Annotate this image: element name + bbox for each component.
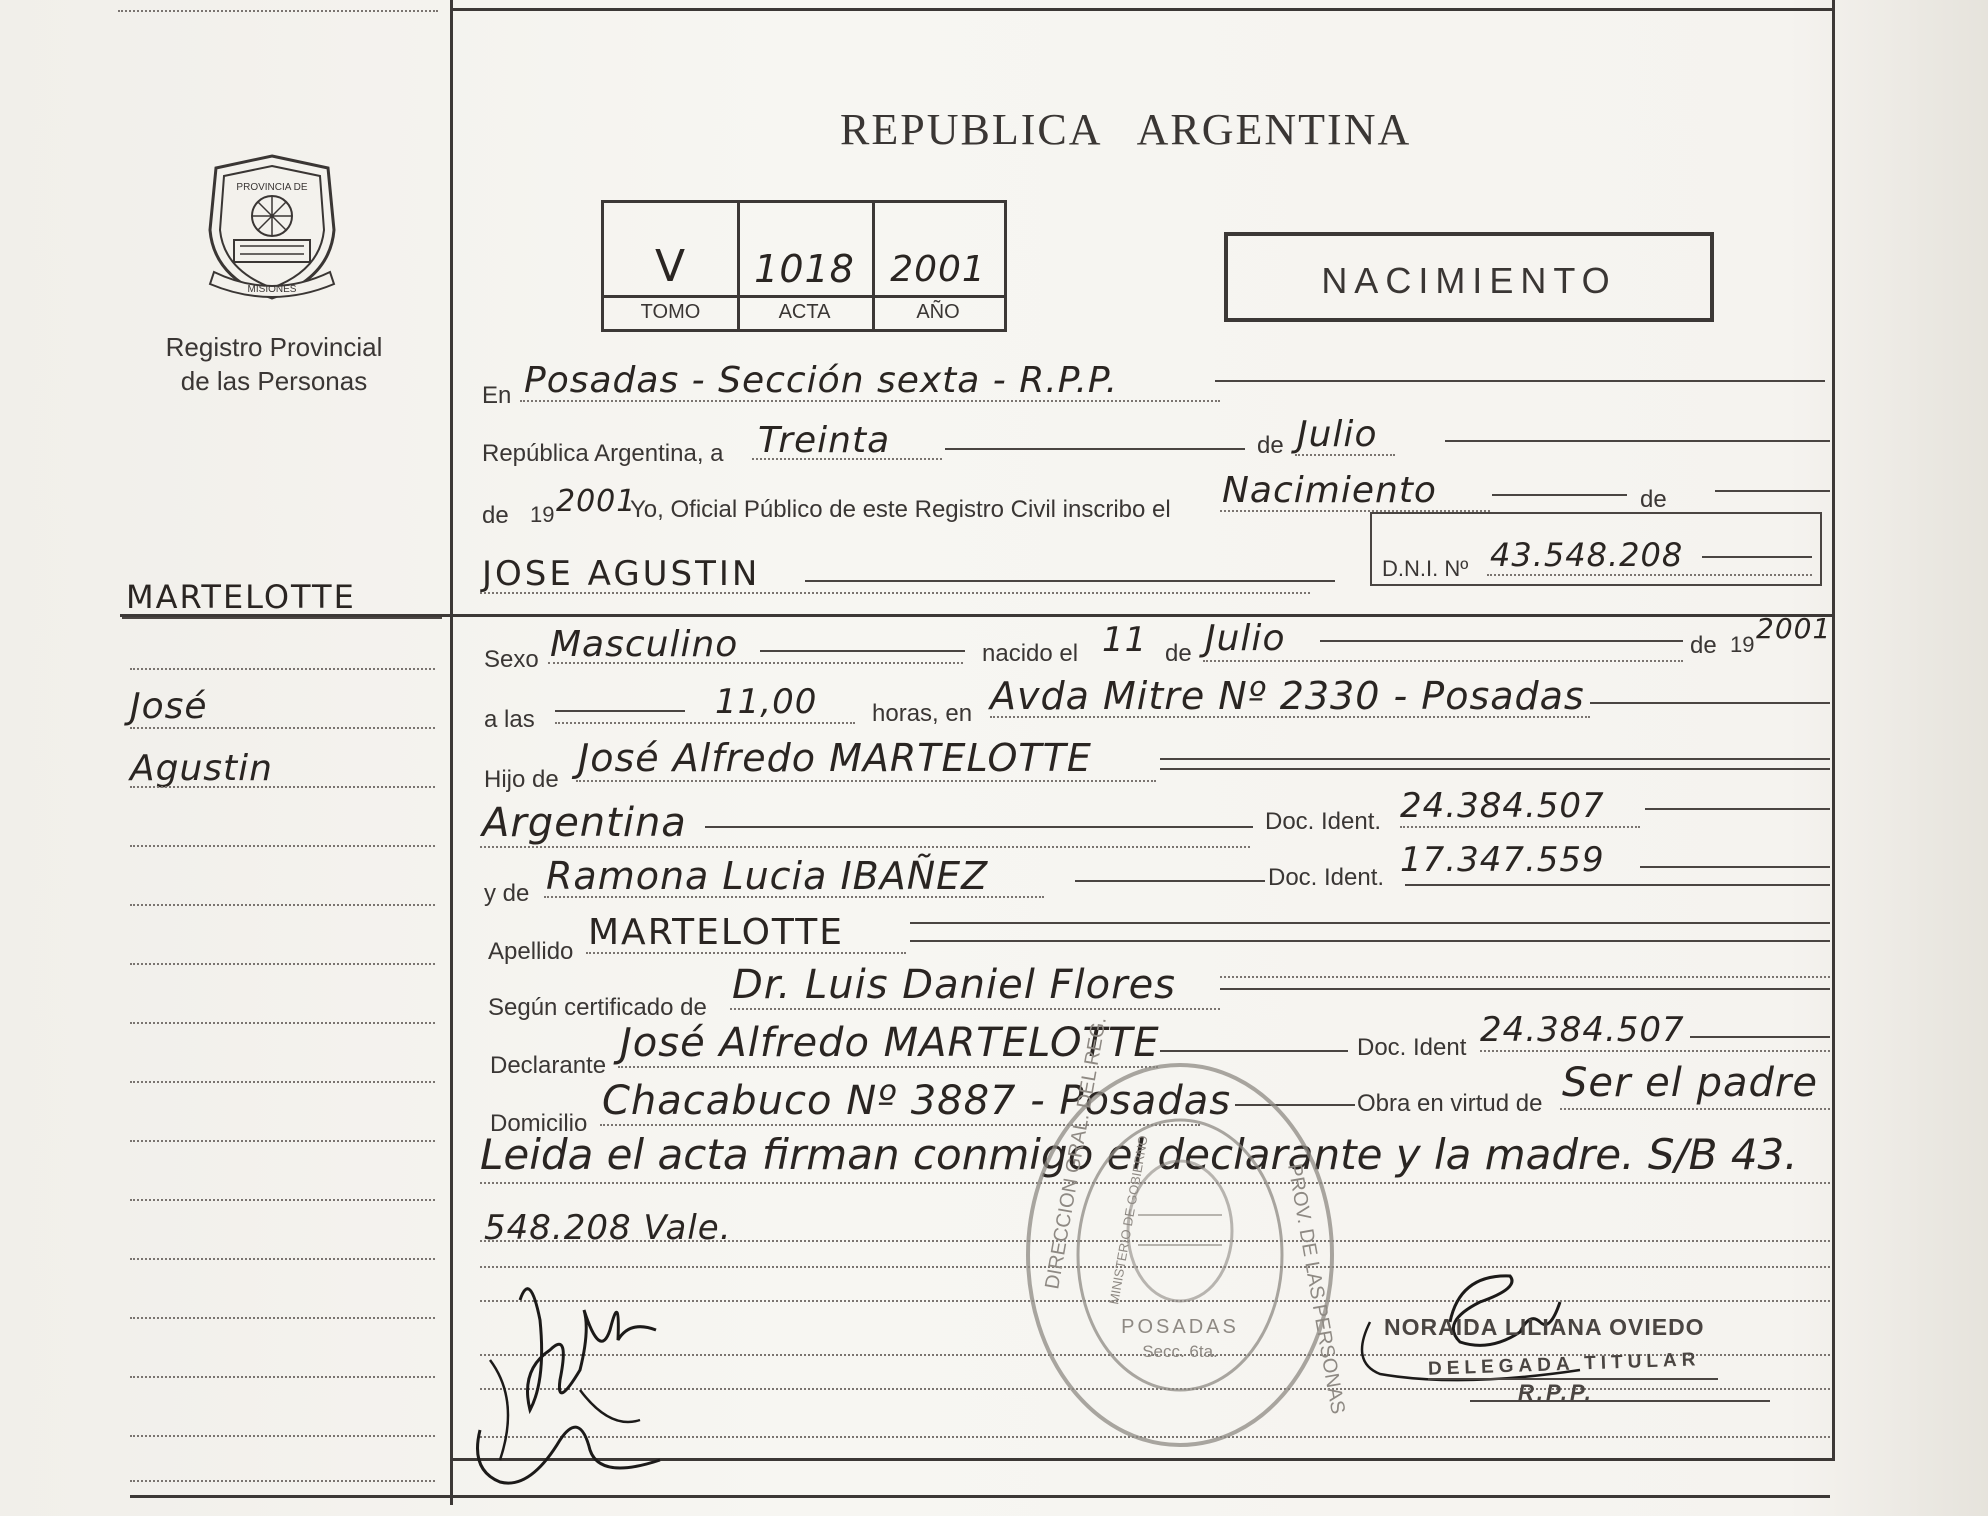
dni-value: 43.548.208 bbox=[1490, 536, 1684, 574]
dni-box bbox=[1370, 512, 1822, 586]
father-doc: 24.384.507 bbox=[1400, 786, 1605, 826]
left-column-divider bbox=[450, 0, 453, 1505]
closing-line-1: Leida el acta firman conmigo el declarante y la madre. S/B 43. bbox=[480, 1130, 1798, 1179]
book-reference-table bbox=[601, 200, 1007, 332]
segun-label: Según certificado de bbox=[488, 994, 707, 1021]
svg-text:MINISTERIO DE GOBIERNO: MINISTERIO DE GOBIERNO bbox=[1106, 1134, 1151, 1306]
official-stamp bbox=[1020, 1015, 1349, 1455]
officer-name: NORAIDA LILIANA OVIEDO bbox=[1384, 1314, 1705, 1340]
domicilio-label: Domicilio bbox=[490, 1110, 588, 1137]
province-seal-logo bbox=[200, 150, 345, 305]
birth-place: Avda Mitre Nº 2330 - Posadas bbox=[990, 674, 1585, 718]
hour-value: 11,00 bbox=[715, 682, 818, 722]
y-de-label: y de bbox=[484, 880, 530, 907]
apellido-label: Apellido bbox=[488, 938, 574, 965]
mother-doc: 17.347.559 bbox=[1400, 840, 1605, 880]
sexo-value: Masculino bbox=[550, 624, 739, 665]
year-prefix: 19 bbox=[530, 502, 555, 527]
svg-text:PROVINCIA DE: PROVINCIA DE bbox=[236, 182, 308, 193]
apellido-value: MARTELOTTE bbox=[588, 912, 845, 953]
day-value: Treinta bbox=[758, 420, 891, 461]
declarante-doc: 24.384.507 bbox=[1480, 1010, 1685, 1050]
registry-name-line2: de las Personas bbox=[180, 366, 368, 396]
en-label: En bbox=[482, 382, 512, 409]
father-name: José Alfredo MARTELOTTE bbox=[578, 736, 1092, 780]
tomo-value: V bbox=[654, 241, 687, 292]
a-las-label: a las bbox=[484, 706, 535, 733]
country-title: REPUBLICA ARGENTINA bbox=[840, 105, 1412, 154]
ano-value: 2001 bbox=[890, 249, 986, 290]
event-de-label: de bbox=[1640, 486, 1667, 513]
declarante-doc-label: Doc. Ident bbox=[1357, 1034, 1467, 1061]
officer-title: DELEGADA TITULAR bbox=[1427, 1349, 1701, 1380]
father-doc-label: Doc. Ident. bbox=[1265, 808, 1382, 835]
record-type-box bbox=[1224, 232, 1714, 322]
acta-value: 1018 bbox=[754, 247, 855, 291]
top-dotted-line-left bbox=[118, 10, 438, 12]
closing-line-2: 548.208 Vale. bbox=[484, 1208, 732, 1248]
mother-name: Ramona Lucia IBAÑEZ bbox=[546, 854, 989, 898]
top-frame-border bbox=[450, 8, 1835, 11]
acta-label: ACTA bbox=[778, 301, 831, 323]
father-nationality: Argentina bbox=[482, 800, 687, 846]
horas-label: horas, en bbox=[872, 700, 973, 727]
year-de-label: de bbox=[482, 502, 509, 529]
tomo-label: TOMO bbox=[640, 301, 701, 323]
month-value: Julio bbox=[1297, 414, 1378, 455]
margin-given-name-1: José bbox=[130, 686, 208, 727]
margin-surname: MARTELOTTE bbox=[126, 578, 356, 616]
domicilio-value: Chacabuco Nº 3887 - Posadas bbox=[602, 1078, 1232, 1124]
ano-label: AÑO bbox=[916, 301, 960, 323]
declarante-label: Declarante bbox=[490, 1052, 607, 1079]
officer-office: R.P.P. bbox=[1518, 1380, 1594, 1405]
declarant-signature bbox=[460, 1260, 680, 1490]
hijo-label: Hijo de bbox=[484, 766, 559, 793]
birth-year-de-label: de bbox=[1690, 632, 1717, 659]
declarante-value: José Alfredo MARTELOTTE bbox=[620, 1020, 1160, 1066]
margin-given-name-2: Agustin bbox=[130, 748, 273, 789]
svg-text:POSADAS: POSADAS bbox=[1121, 1316, 1239, 1338]
birth-year-prefix: 19 bbox=[1730, 632, 1755, 657]
month-de-label: de bbox=[1257, 432, 1284, 459]
sexo-label: Sexo bbox=[484, 646, 539, 673]
republica-label: República Argentina, a bbox=[482, 440, 724, 467]
child-name: JOSE AGUSTIN bbox=[482, 554, 761, 594]
svg-text:Secc. 6ta.: Secc. 6ta. bbox=[1142, 1342, 1218, 1361]
page-bottom-border bbox=[130, 1495, 1830, 1498]
birth-month-de-label: de bbox=[1165, 640, 1192, 667]
svg-text:MISIONES: MISIONES bbox=[247, 284, 297, 295]
year-value: 2001 bbox=[556, 484, 637, 519]
dni-label: D.N.I. Nº bbox=[1382, 556, 1469, 581]
birth-month: Julio bbox=[1205, 618, 1286, 659]
oficial-text: Yo, Oficial Público de este Registro Civil inscribo el bbox=[630, 496, 1171, 523]
doctor-value: Dr. Luis Daniel Flores bbox=[732, 962, 1177, 1008]
obra-label: Obra en virtud de bbox=[1357, 1090, 1543, 1117]
obra-value: Ser el padre bbox=[1562, 1060, 1818, 1106]
birth-day: 11 bbox=[1102, 620, 1148, 660]
registry-name-line1: Registro Provincial bbox=[165, 332, 383, 362]
right-frame-border bbox=[1832, 0, 1835, 1460]
record-type-title: NACIMIENTO bbox=[1321, 260, 1617, 301]
en-value: Posadas - Sección sexta - R.P.P. bbox=[524, 360, 1119, 401]
mother-doc-label: Doc. Ident. bbox=[1268, 864, 1385, 891]
birth-year: 2001 bbox=[1756, 612, 1832, 645]
event-value: Nacimiento bbox=[1222, 470, 1437, 511]
nacido-label: nacido el bbox=[982, 640, 1079, 667]
svg-text:DIRECCION GRAL. DEL REG.: DIRECCION GRAL. DEL REG. bbox=[1041, 1015, 1111, 1291]
svg-text:PROV. DE LAS PERSONAS: PROV. DE LAS PERSONAS bbox=[1283, 1162, 1349, 1416]
